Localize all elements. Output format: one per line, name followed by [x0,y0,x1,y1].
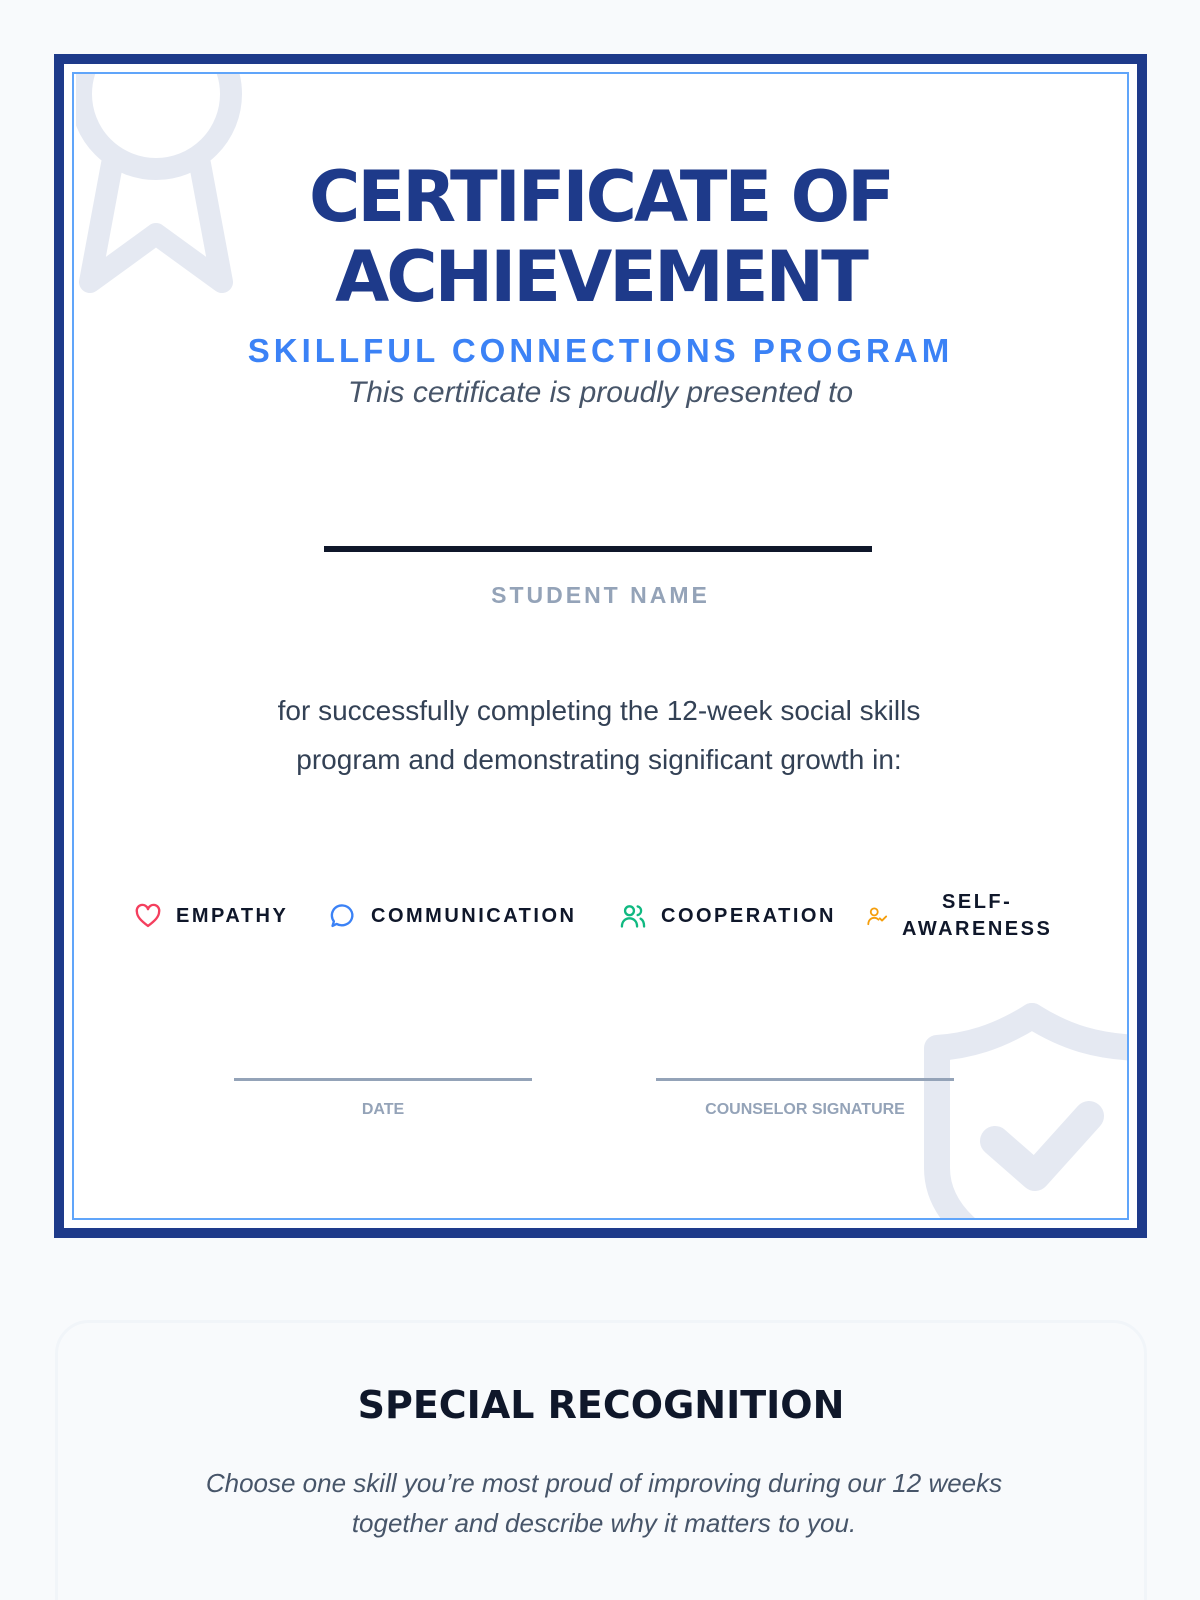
program-name: SKILLFUL CONNECTIONS PROGRAM [247,332,954,369]
achievement-description: for successfully completing the 12-week social skills program and demonstrating significant growth in: [277,695,921,775]
date-line [234,1078,532,1081]
certificate-title [74,157,1127,317]
skill-label: COMMUNICATION [371,904,577,927]
presented-to-text: This certificate is proudly presented to [347,376,854,409]
date-label: DATE [361,1101,405,1118]
title-line-2: ACHIEVEMENT [335,236,866,318]
signature-line [656,1078,954,1081]
skill-communication [329,888,576,944]
skill-label: SELF- AWARENESS [902,891,1053,940]
certificate [54,54,1147,1238]
heart-icon [134,902,162,930]
skill-empathy [134,888,288,944]
student-name-line [324,546,872,552]
special-recognition-prompt: Choose one skill you’re most proud of improving during our 12 weeks together and describe why it matters to you. [205,1468,1003,1538]
certificate-paper [64,64,1137,1228]
certificate-inner-border [72,72,1129,1220]
chat-bubble-icon [329,902,357,930]
skill-cooperation [619,888,836,944]
skill-label: COOPERATION [661,904,836,927]
skill-label: EMPATHY [176,904,289,927]
skill-self-awareness [866,888,1052,944]
signature-label: COUNSELOR SIGNATURE [705,1101,905,1118]
special-recognition-card [55,1320,1147,1600]
users-icon [619,902,647,930]
user-check-icon [866,905,888,927]
student-name-caption: STUDENT NAME [491,582,710,608]
special-recognition-title: SPECIAL RECOGNITION [357,1383,845,1427]
skills-list [74,888,1127,958]
title-line-1: CERTIFICATE OF [309,156,892,238]
